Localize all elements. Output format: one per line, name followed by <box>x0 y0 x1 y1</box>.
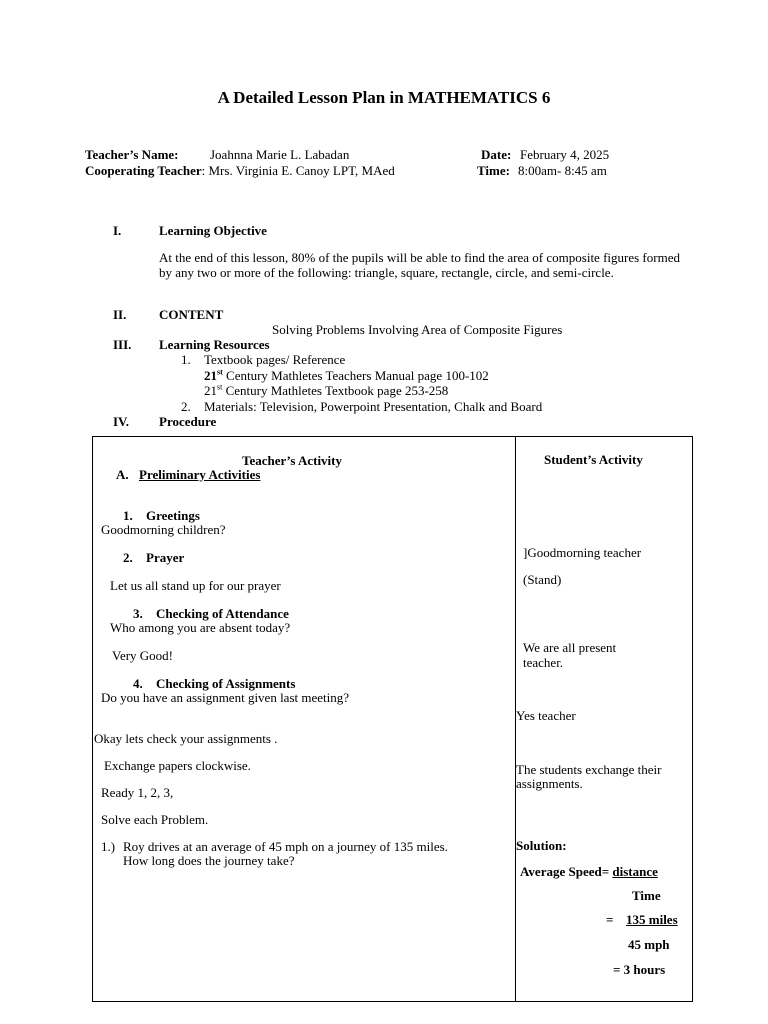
assignments-number: 4. <box>133 676 143 691</box>
date-value: February 4, 2025 <box>520 147 610 162</box>
resource-2-text: Materials: Television, Powerpoint Presentation, Chalk and Board <box>204 399 543 414</box>
resource-1a <box>204 368 489 383</box>
resource-1a-number: 21 <box>204 368 217 383</box>
student-45-mph: 45 mph <box>628 937 670 952</box>
attendance-number: 3. <box>133 606 143 621</box>
greetings-number: 1. <box>123 508 133 523</box>
teacher-name-value: Joahnna Marie L. Labadan <box>210 147 350 162</box>
prelim-title: Preliminary Activities <box>139 467 261 482</box>
prayer-text: Let us all stand up for our prayer <box>110 578 281 593</box>
exchange-papers-text: Exchange papers clockwise. <box>104 758 251 773</box>
student-present-line-2: teacher. <box>523 655 564 670</box>
student-solution-label: Solution: <box>516 838 567 853</box>
teacher-activity-header: Teacher’s Activity <box>242 453 343 468</box>
section-2-title: CONTENT <box>159 307 224 322</box>
time-value: 8:00am- 8:45 am <box>518 163 607 178</box>
student-equals-sign: = <box>606 912 614 927</box>
cooperating-teacher-value: : Mrs. Virginia E. Canoy LPT, MAed <box>201 163 395 178</box>
cooperating-teacher-row <box>85 163 395 178</box>
resource-1b-text: Century Mathletes Textbook page 253-258 <box>222 383 449 398</box>
attendance-title: Checking of Attendance <box>156 606 289 621</box>
content-text: Solving Problems Involving Area of Composite Figures <box>272 322 563 337</box>
assignments-title: Checking of Assignments <box>156 676 296 691</box>
average-speed-label: Average Speed= <box>520 864 613 879</box>
student-stand: (Stand) <box>523 572 562 587</box>
student-exchange-line-1: The students exchange their <box>516 762 662 777</box>
average-speed-numerator: distance <box>612 864 658 879</box>
resource-1b-number: 21 <box>204 383 217 398</box>
time-label: Time: <box>477 163 510 178</box>
student-present-line-1: We are all present <box>523 640 617 655</box>
section-4-title: Procedure <box>159 414 217 429</box>
resource-1a-sup: st <box>217 367 223 377</box>
resource-1a-text: Century Mathletes Teachers Manual page 100-102 <box>222 368 489 383</box>
problem-number: 1.) <box>101 839 116 854</box>
section-3-title: Learning Resources <box>159 337 270 352</box>
resource-1b <box>204 383 448 398</box>
section-2-number: II. <box>113 307 127 322</box>
attendance-text: Who among you are absent today? <box>110 620 291 635</box>
prayer-title: Prayer <box>146 550 185 565</box>
student-exchange-line-2: assignments. <box>516 776 583 791</box>
learning-objective-text: At the end of this lesson, 80% of the pupils will be able to find the area of composite figures formed by any two or more of the following: triangle, square, rectangle, circle, and semi-circle. <box>159 250 680 280</box>
student-goodmorning: ]Goodmorning teacher <box>523 545 642 560</box>
resource-1-text: Textbook pages/ Reference <box>204 352 346 367</box>
greetings-text: Goodmorning children? <box>101 522 226 537</box>
section-1-title: Learning Objective <box>159 223 267 238</box>
ready-text: Ready 1, 2, 3, <box>101 785 174 800</box>
solve-text: Solve each Problem. <box>101 812 209 827</box>
check-assignments-text: Okay lets check your assignments . <box>94 731 278 746</box>
very-good-text: Very Good! <box>112 648 174 663</box>
section-3-number: III. <box>113 337 132 352</box>
teacher-name-label: Teacher’s Name: <box>85 147 179 162</box>
resource-1-number: 1. <box>181 352 191 367</box>
cooperating-teacher-label: Cooperating Teacher <box>85 163 202 178</box>
resource-1b-sup: st <box>217 382 223 392</box>
section-4-number: IV. <box>113 414 130 429</box>
student-activity-header: Student’s Activity <box>544 452 643 467</box>
student-time-denominator: Time <box>632 888 661 903</box>
student-yes-teacher: Yes teacher <box>516 708 576 723</box>
assignments-text: Do you have an assignment given last meeting? <box>101 690 350 705</box>
resource-2-number: 2. <box>181 399 191 414</box>
date-label: Date: <box>481 147 512 162</box>
greetings-title: Greetings <box>146 508 200 523</box>
student-average-speed <box>520 864 658 879</box>
student-135-miles: 135 miles <box>626 912 678 927</box>
section-1-number: I. <box>113 223 122 238</box>
page-title: A Detailed Lesson Plan in MATHEMATICS 6 <box>217 88 551 107</box>
student-3-hours: = 3 hours <box>613 962 666 977</box>
prelim-letter: A. <box>116 467 129 482</box>
problem-line-2: How long does the journey take? <box>123 853 295 868</box>
prayer-number: 2. <box>123 550 133 565</box>
problem-line-1: Roy drives at an average of 45 mph on a journey of 135 miles. <box>123 839 448 854</box>
